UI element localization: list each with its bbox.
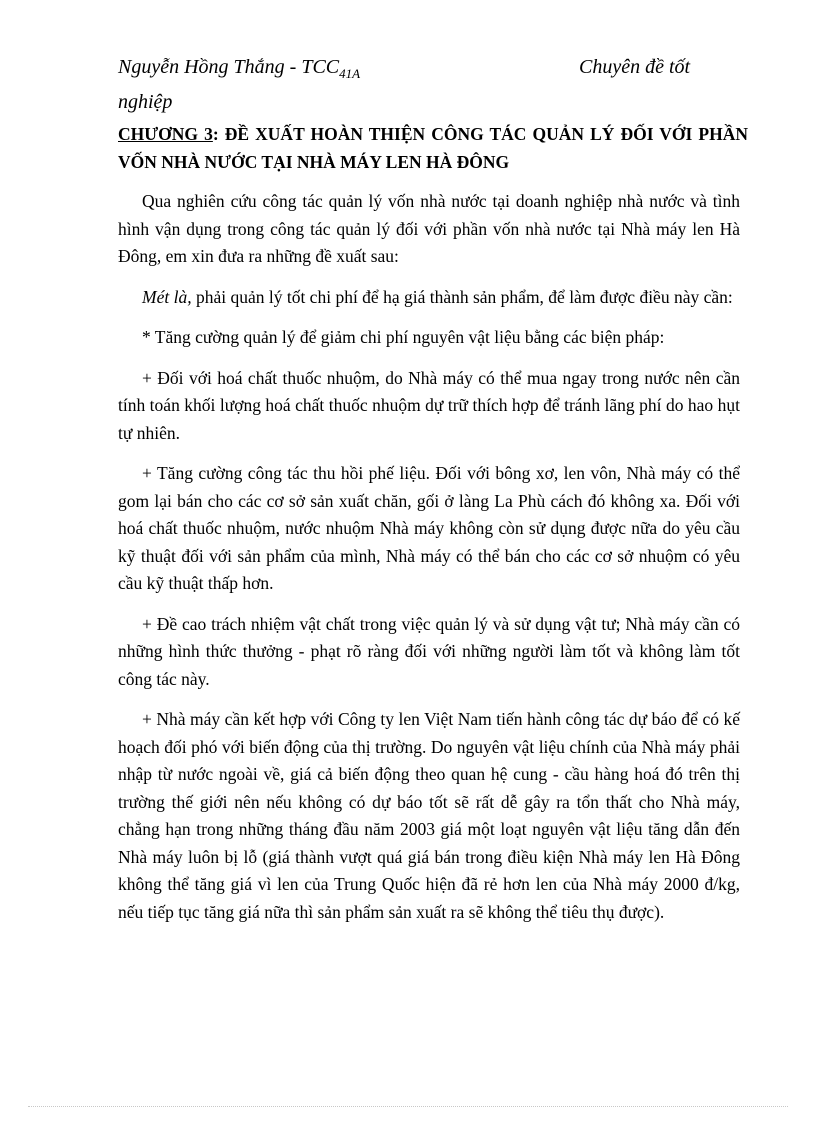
header-author-name: Nguyễn Hồng Thắng - TCC (118, 56, 340, 78)
chapter-heading (118, 120, 748, 176)
page-header (118, 53, 718, 116)
header-author-class: 41A (339, 66, 361, 81)
header-author (118, 53, 360, 88)
header-doc-type-continued: nghiệp (118, 91, 173, 113)
chapter-number: CHƯƠNG 3 (118, 124, 213, 144)
paragraph-item-3: + Đề cao trách nhiệm vật chất trong việc quản lý và sử dụng vật tư; Nhà máy cần có những hình thức thưởng - phạt rõ ràng đối với những người làm tốt và không làm tốt công tác này. (118, 613, 740, 689)
footer-divider (28, 1106, 788, 1107)
paragraph-item-4: + Nhà máy cần kết hợp với Công ty len Việt Nam tiến hành công tác dự báo để có kế hoạch đối phó với biến động của thị trường. Do nguyên vật liệu chính của Nhà máy phải nhập từ nước ngoài về, giá cả biến động theo quan hệ cung - cầu hàng hoá đó trên thị trường thế giới nên nếu không có dự báo tốt sẽ rất dễ gây ra tổn thất cho Nhà máy, chẳng hạn trong những tháng đầu năm 2003 giá một loạt nguyên vật liệu tăng dẫn đến Nhà máy luôn bị lỗ (giá thành vượt quá giá bán trong điều kiện Nhà máy len Hà Đông không thể tăng giá vì len của Trung Quốc hiện đã rẻ hơn len của Nhà máy 2000 đ/kg, nếu tiếp tục tăng giá nữa thì sản phẩm sản xuất ra sẽ không thể tiêu thụ được). (118, 709, 740, 922)
paragraph-item-1: + Đối với hoá chất thuốc nhuộm, do Nhà máy có thể mua ngay trong nước nên cần tính toán khối lượng hoá chất thuốc nhuộm dự trữ thích hợp để tránh lãng phí do hao hụt tự nhiên. (118, 367, 740, 443)
paragraph-first-point (118, 284, 740, 312)
first-point-label: Mét là, (142, 286, 192, 307)
chapter-title: : ĐỀ XUẤT HOÀN THIỆN CÔNG TÁC QUẢN LÝ ĐỐI VỚI PHẦN VỐN NHÀ NƯỚC TẠI NHÀ MÁY LEN HÀ ĐÔNG (118, 124, 748, 172)
body-text (118, 188, 740, 939)
paragraph-intro: Qua nghiên cứu công tác quản lý vốn nhà nước tại doanh nghiệp nhà nước và tình hình vận dụng trong công tác quản lý đối với phần vốn nhà nước tại Nhà máy len Hà Đông, em xin đưa ra những đề xuất sau: (118, 191, 740, 266)
first-point-text: phải quản lý tốt chi phí để hạ giá thành sản phẩm, để làm được điều này cần: (191, 286, 733, 307)
header-doc-type: Chuyên đề tốt (579, 56, 691, 78)
paragraph-item-star: * Tăng cường quản lý để giảm chi phí nguyên vật liệu bằng các biện pháp: (142, 327, 665, 347)
paragraph-item-2: + Tăng cường công tác thu hồi phế liệu. Đối với bông xơ, len vôn, Nhà máy có thể gom lại bán cho các cơ sở sản xuất chăn, gối ở làng La Phù cách đó không xa. Đối với hoá chất thuốc nhuộm, nước nhuộm Nhà máy không còn sử dụng được nữa do yêu cầu kỹ thuật đối với sản phẩm của mình, Nhà máy có thể bán cho các cơ sở nhuộm có yêu cầu kỹ thuật thấp hơn. (118, 463, 740, 593)
